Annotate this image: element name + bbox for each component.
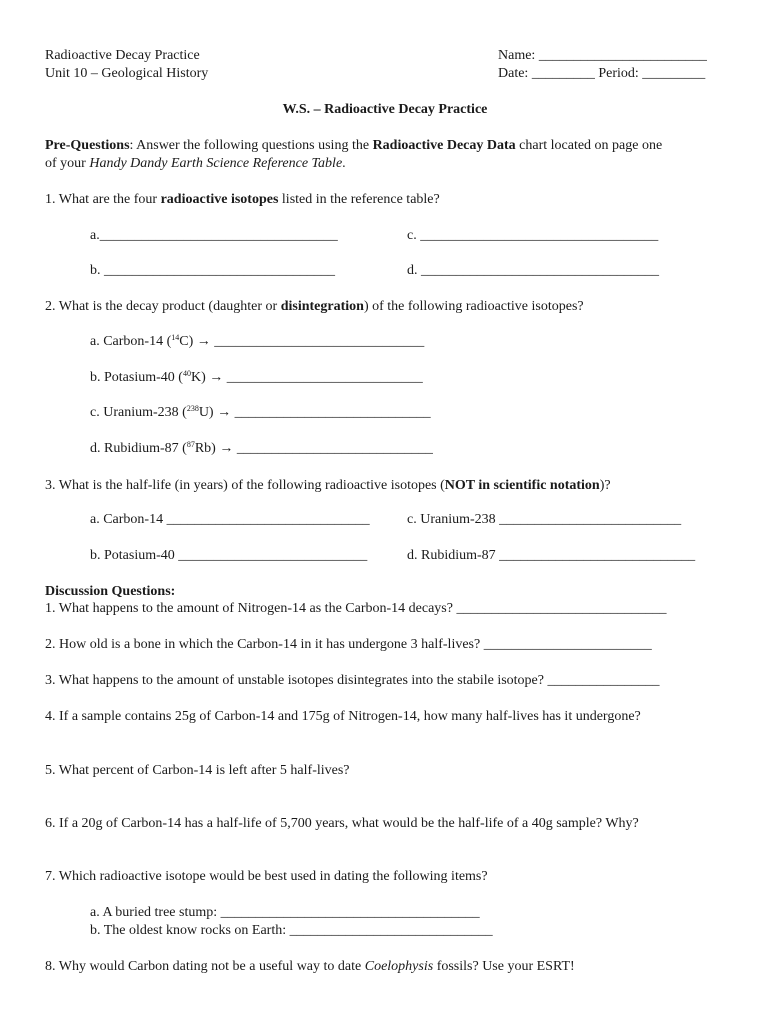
q2-item-d[interactable] xyxy=(90,440,433,457)
q2a-label: a. Carbon-14 ( xyxy=(90,334,172,349)
reference-table-name: Handy Dandy Earth Science Reference Table xyxy=(89,156,343,171)
question-1 xyxy=(45,191,440,208)
q2c-answer-line[interactable]: ____________________________ xyxy=(234,405,431,420)
discussion-question-7: 7. Which radioactive isotope would be best used in dating the following items? xyxy=(45,869,488,884)
pre-questions-text-2: chart located on page one xyxy=(515,138,663,153)
q2-bold: disintegration xyxy=(280,299,364,314)
discussion-question-2[interactable]: 2. How old is a bone in which the Carbon-14 in it has undergone 3 half-lives? ________________________ xyxy=(45,637,652,652)
discussion-question-6: 6. If a 20g of Carbon-14 has a half-life of 5,700 years, what would be the half-life of a 40g sample? Why? xyxy=(45,816,639,831)
line2-prefix: of your xyxy=(45,156,90,171)
pre-questions-intro-line2 xyxy=(45,155,346,172)
chart-name: Radioactive Decay Data xyxy=(372,138,516,153)
q1-answer-d[interactable]: d. __________________________________ xyxy=(407,263,659,278)
q2-item-a[interactable] xyxy=(90,333,424,350)
q2d-symbol: Rb) → xyxy=(194,441,237,456)
q2d-label: d. Rubidium-87 ( xyxy=(90,441,187,456)
q2b-mass-number: 40 xyxy=(182,369,191,378)
q8-prefix: 8. Why would Carbon dating not be a useful way to date xyxy=(45,959,365,974)
q2b-symbol: K) → xyxy=(190,370,227,385)
q3-suffix: )? xyxy=(599,478,611,493)
q8-species-name: Coelophysis xyxy=(364,959,434,974)
q1-suffix: listed in the reference table? xyxy=(278,192,440,207)
discussion-question-4: 4. If a sample contains 25g of Carbon-14 and 175g of Nitrogen-14, how many half-lives has it undergone? xyxy=(45,709,641,724)
q2-suffix: ) of the following radioactive isotopes? xyxy=(363,299,584,314)
q7-answer-b[interactable]: b. The oldest know rocks on Earth: _____________________________ xyxy=(90,923,493,938)
q2a-symbol: C) → xyxy=(179,334,215,349)
q2a-mass-number: 14 xyxy=(171,333,180,342)
q3-answer-a[interactable]: a. Carbon-14 _____________________________ xyxy=(90,512,370,527)
question-3 xyxy=(45,477,611,494)
q2b-answer-line[interactable]: ____________________________ xyxy=(226,370,423,385)
q1-answer-b[interactable]: b. _________________________________ xyxy=(90,263,335,278)
discussion-question-1[interactable]: 1. What happens to the amount of Nitrogen-14 as the Carbon-14 decays? ______________________________ xyxy=(45,601,667,616)
q1-bold: radioactive isotopes xyxy=(160,192,279,207)
q2-prefix: 2. What is the decay product (daughter or xyxy=(45,299,281,314)
discussion-question-5: 5. What percent of Carbon-14 is left after 5 half-lives? xyxy=(45,763,350,778)
q2c-symbol: U) → xyxy=(198,405,235,420)
pre-questions-text: : Answer the following questions using the xyxy=(129,138,373,153)
line2-suffix: . xyxy=(342,156,346,171)
q2c-label: c. Uranium-238 ( xyxy=(90,405,187,420)
q7-answer-a[interactable]: a. A buried tree stump: _____________________________________ xyxy=(90,905,480,920)
q3-answer-c[interactable]: c. Uranium-238 __________________________ xyxy=(407,512,682,527)
unit-label: Unit 10 – Geological History xyxy=(45,66,209,81)
q3-answer-b[interactable]: b. Potasium-40 ___________________________ xyxy=(90,548,368,563)
q3-bold: NOT in scientific notation xyxy=(444,478,600,493)
q1-prefix: 1. What are the four xyxy=(45,192,161,207)
worksheet-course-title: Radioactive Decay Practice xyxy=(45,48,200,63)
q1-answer-a[interactable]: a.__________________________________ xyxy=(90,228,338,243)
q3-prefix: 3. What is the half-life (in years) of the following radioactive isotopes ( xyxy=(45,478,445,493)
q2c-mass-number: 238 xyxy=(186,404,199,413)
q1-answer-c[interactable]: c. __________________________________ xyxy=(407,228,659,243)
q2-item-c[interactable] xyxy=(90,404,431,421)
discussion-question-3[interactable]: 3. What happens to the amount of unstable isotopes disintegrates into the stabile isotope? ________________ xyxy=(45,673,660,688)
q2b-label: b. Potasium-40 ( xyxy=(90,370,183,385)
q3-answer-d[interactable]: d. Rubidium-87 ____________________________ xyxy=(407,548,696,563)
q2-item-b[interactable] xyxy=(90,369,423,386)
discussion-heading: Discussion Questions: xyxy=(45,584,176,599)
q8-suffix: fossils? Use your ESRT! xyxy=(433,959,575,974)
q2a-answer-line[interactable]: ______________________________ xyxy=(214,334,425,349)
question-2 xyxy=(45,298,584,315)
q2d-answer-line[interactable]: ____________________________ xyxy=(236,441,433,456)
worksheet-title: W.S. – Radioactive Decay Practice xyxy=(282,102,488,117)
date-period-field: Date: _________ Period: _________ xyxy=(498,66,706,81)
name-field: Name: ________________________ xyxy=(498,48,707,63)
q2d-mass-number: 87 xyxy=(186,440,195,449)
pre-questions-label: Pre-Questions xyxy=(45,138,130,153)
pre-questions-intro xyxy=(45,137,662,154)
discussion-question-8 xyxy=(45,958,575,975)
